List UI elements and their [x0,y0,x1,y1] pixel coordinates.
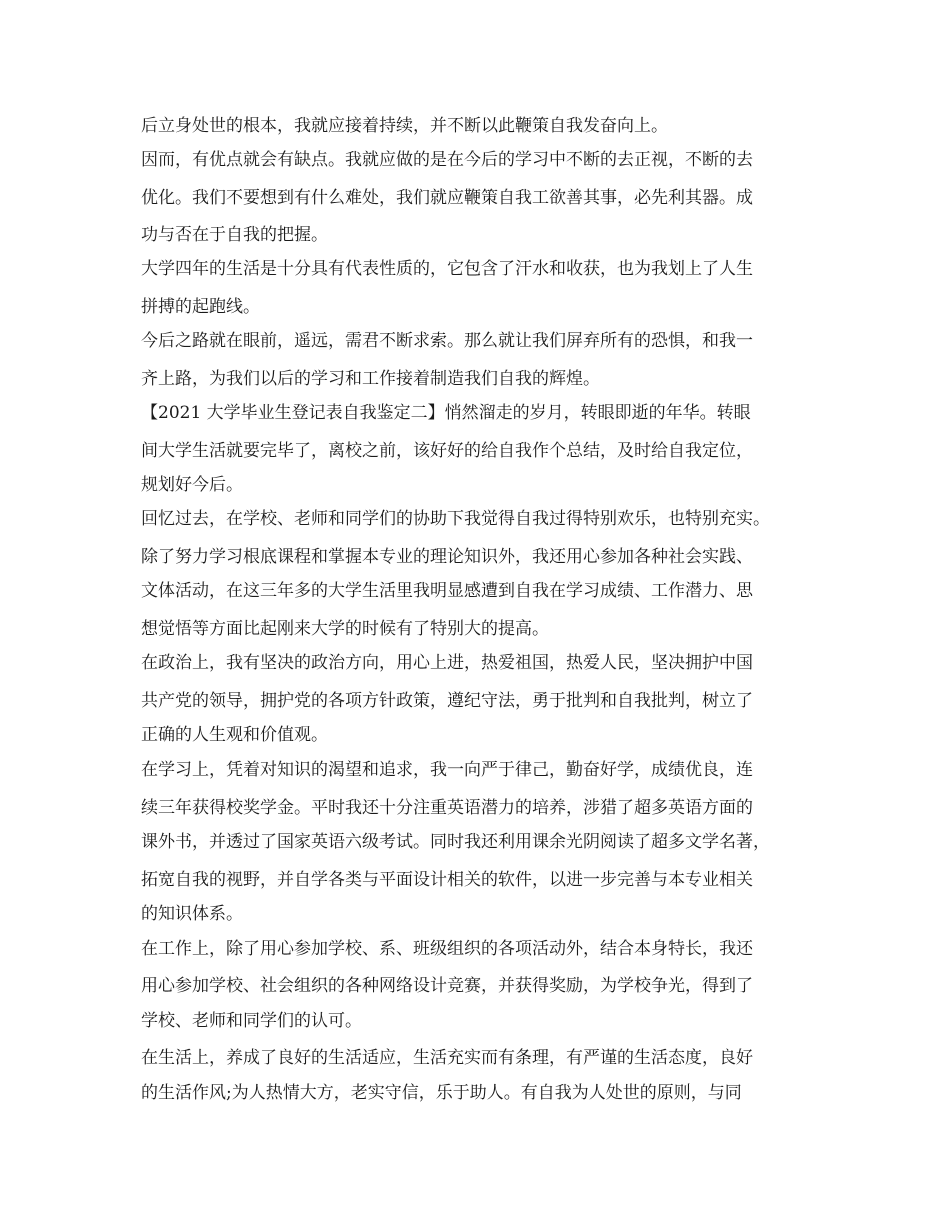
text-line: 拓宽自我的视野，并自学各类与平面设计相关的软件，以进一步完善与本专业相关 [141,870,753,890]
text-line: 间大学生活就要完毕了，离校之前，该好好的给自我作个总结，及时给自我定位， [141,441,753,461]
text-line: 的生活作风;为人热情大方，老实守信，乐于助人。有自我为人处世的原则，与同 [141,1083,742,1103]
text-line: 续三年获得校奖学金。平时我还十分注重英语潜力的培养，涉猎了超多英语方面的 [141,798,753,818]
text-line: 回忆过去，在学校、老师和同学们的协助下我觉得自我过得特别欢乐，也特别充实。 [141,509,770,529]
text-line: 拼搏的起跑线。 [141,297,260,317]
text-line: 的知识体系。 [141,904,243,924]
text-line: 功与否在于自我的把握。 [141,225,328,245]
text-line: 优化。我们不要想到有什么难处，我们就应鞭策自我工欲善其事，必先利其器。成 [141,188,753,208]
text-line: 齐上路，为我们以后的学习和工作接着制造我们自我的辉煌。 [141,369,600,389]
text-line: 在生活上，养成了良好的生活适应，生活充实而有条理，有严谨的生活态度，良好 [141,1048,753,1068]
text-line: 用心参加学校、社会组织的各种网络设计竞赛，并获得奖励，为学校争光，得到了 [141,976,753,996]
text-line: 在工作上，除了用心参加学校、系、班级组织的各项活动外，结合本身特长，我还 [141,939,753,959]
text-line: 在学习上，凭着对知识的渴望和追求，我一向严于律己，勤奋好学，成绩优良，连 [141,760,753,780]
text-line: 【2021 大学毕业生登记表自我鉴定二】悄然溜走的岁月，转眼即逝的年华。转眼 [141,403,751,423]
text-line: 在政治上，我有坚决的政治方向，用心上进，热爱祖国，热爱人民，坚决拥护中国 [141,653,753,673]
text-line: 大学四年的生活是十分具有代表性质的，它包含了汗水和收获，也为我划上了人生 [141,259,753,279]
text-line: 学校、老师和同学们的认可。 [141,1011,362,1031]
text-line: 因而，有优点就会有缺点。我就应做的是在今后的学习中不断的去正视，不断的去 [141,150,753,170]
text-line: 共产党的领导，拥护党的各项方针政策，遵纪守法，勇于批判和自我批判，树立了 [141,691,753,711]
text-line: 文体活动，在这三年多的大学生活里我明显感遭到自我在学习成绩、工作潜力、思 [141,581,753,601]
text-line: 规划好今后。 [141,475,243,495]
text-line: 课外书，并透过了国家英语六级考试。同时我还利用课余光阴阅读了超多文学名著， [141,832,770,852]
text-line: 后立身处世的根本，我就应接着持续，并不断以此鞭策自我发奋向上。 [141,116,668,136]
text-line: 今后之路就在眼前，遥远，需君不断求索。那么就让我们屏弃所有的恐惧，和我一 [141,331,753,351]
text-line: 除了努力学习根底课程和掌握本专业的理论知识外，我还用心参加各种社会实践、 [141,547,753,567]
text-line: 正确的人生观和价值观。 [141,725,328,745]
text-line: 想觉悟等方面比起刚来大学的时候有了特别大的提高。 [141,619,549,639]
